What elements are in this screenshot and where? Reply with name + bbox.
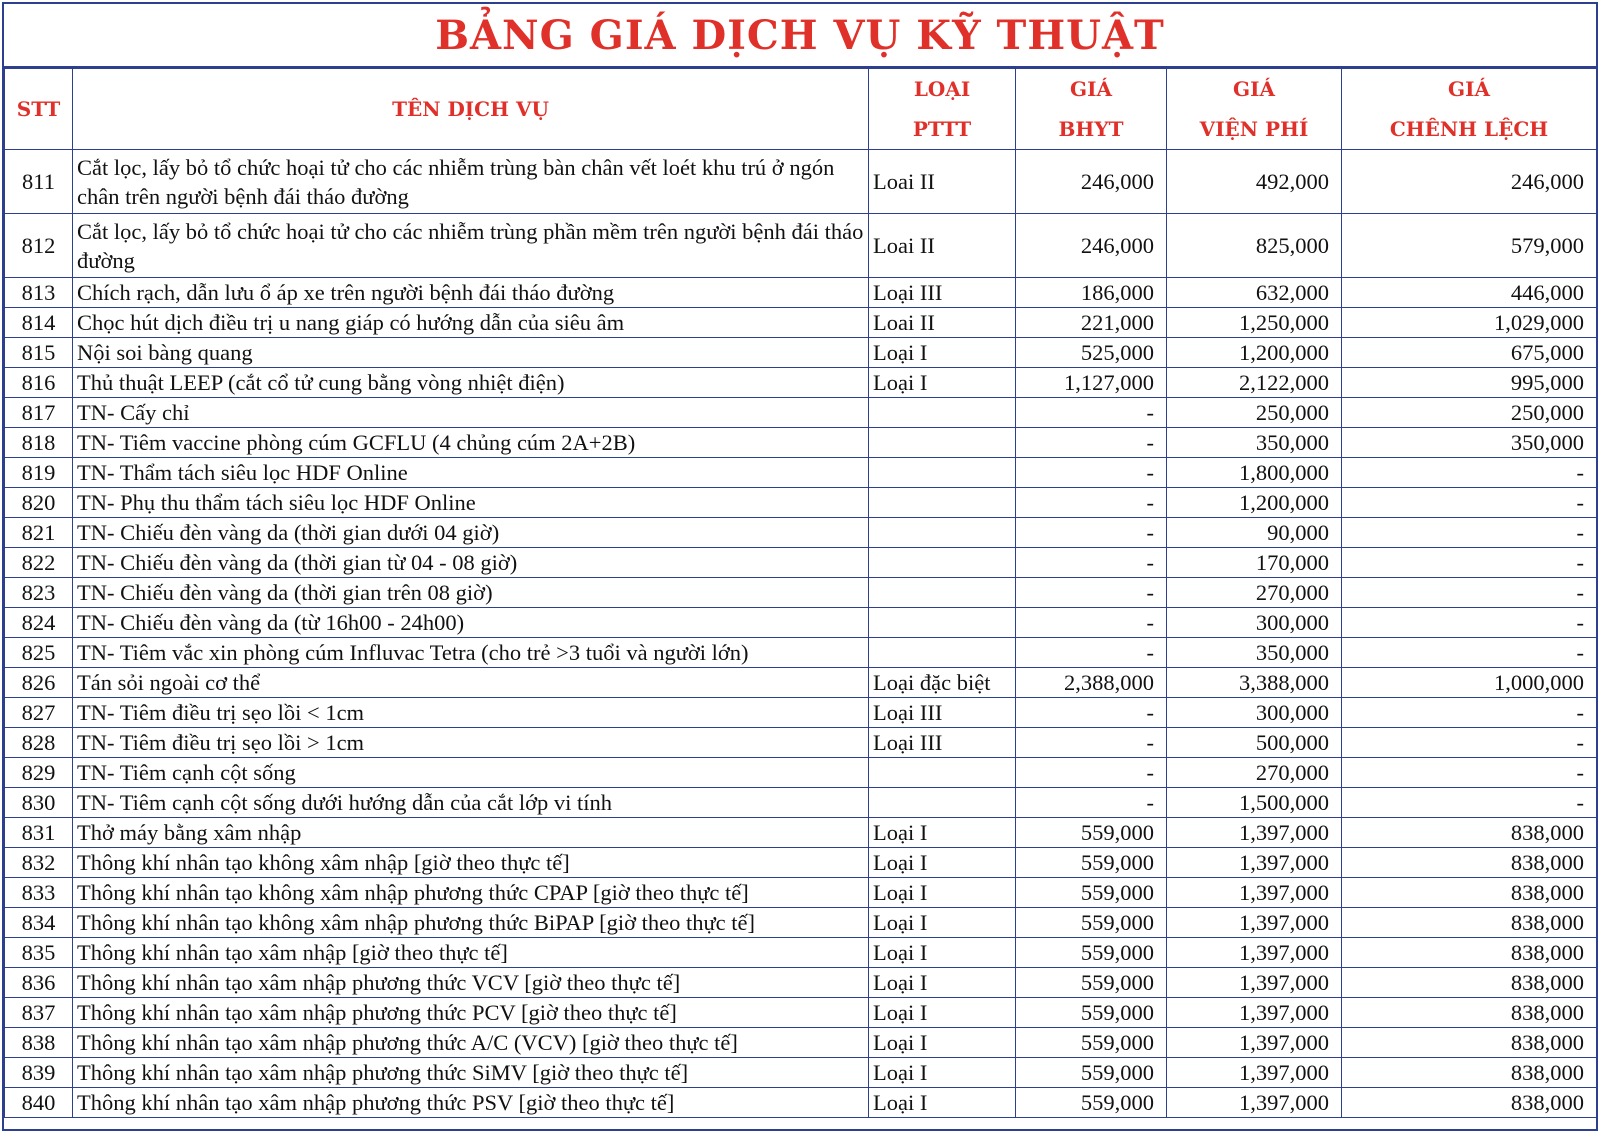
difference-price-cell: 838,000 (1342, 848, 1597, 878)
table-row (5, 818, 1597, 848)
hospital-fee-cell: 1,500,000 (1167, 788, 1342, 818)
table-row (5, 608, 1597, 638)
bhyt-price-cell: - (1016, 758, 1167, 788)
difference-price-cell: - (1342, 578, 1597, 608)
stt-cell: 821 (5, 518, 73, 548)
bhyt-price-cell: 246,000 (1016, 214, 1167, 278)
table-row (5, 668, 1597, 698)
stt-cell: 834 (5, 908, 73, 938)
procedure-type-cell: Loại I (869, 1088, 1016, 1118)
difference-price-cell: 446,000 (1342, 278, 1597, 308)
stt-cell: 836 (5, 968, 73, 998)
table-row (5, 788, 1597, 818)
table-row (5, 998, 1597, 1028)
bhyt-price-cell: 525,000 (1016, 338, 1167, 368)
page-title: BẢNG GIÁ DỊCH VỤ KỸ THUẬT (4, 4, 1596, 68)
stt-cell: 840 (5, 1088, 73, 1118)
bhyt-price-cell: - (1016, 698, 1167, 728)
stt-cell: 817 (5, 398, 73, 428)
table-row (5, 338, 1597, 368)
table-row (5, 908, 1597, 938)
table-row (5, 638, 1597, 668)
hospital-fee-cell: 90,000 (1167, 518, 1342, 548)
service-name-cell: Thông khí nhân tạo xâm nhập phương thức VCV [giờ theo thực tế] (73, 968, 869, 998)
hospital-fee-cell: 632,000 (1167, 278, 1342, 308)
stt-cell: 838 (5, 1028, 73, 1058)
hospital-fee-cell: 3,388,000 (1167, 668, 1342, 698)
table-row (5, 1028, 1597, 1058)
hospital-fee-cell: 350,000 (1167, 428, 1342, 458)
stt-cell: 823 (5, 578, 73, 608)
procedure-type-cell: Loai II (869, 150, 1016, 214)
hospital-fee-cell: 350,000 (1167, 638, 1342, 668)
table-row (5, 758, 1597, 788)
bhyt-price-cell: 559,000 (1016, 1088, 1167, 1118)
service-name-cell: Thông khí nhân tạo xâm nhập phương thức A/C (VCV) [giờ theo thực tế] (73, 1028, 869, 1058)
procedure-type-cell (869, 608, 1016, 638)
difference-price-cell: 1,000,000 (1342, 668, 1597, 698)
bhyt-price-cell: 186,000 (1016, 278, 1167, 308)
difference-price-cell: 838,000 (1342, 998, 1597, 1028)
procedure-type-cell: Loại đặc biệt (869, 668, 1016, 698)
difference-price-cell: 838,000 (1342, 1088, 1597, 1118)
difference-price-cell: 1,029,000 (1342, 308, 1597, 338)
service-name-cell: TN- Chiếu đèn vàng da (thời gian trên 08 giờ) (73, 578, 869, 608)
difference-price-cell: 838,000 (1342, 908, 1597, 938)
header-stt: STT (5, 69, 73, 150)
bhyt-price-cell: 559,000 (1016, 998, 1167, 1028)
bhyt-price-cell: - (1016, 728, 1167, 758)
procedure-type-cell: Loại I (869, 368, 1016, 398)
service-name-cell: TN- Chiếu đèn vàng da (từ 16h00 - 24h00) (73, 608, 869, 638)
difference-price-cell: 995,000 (1342, 368, 1597, 398)
difference-price-cell: 350,000 (1342, 428, 1597, 458)
procedure-type-cell: Loại III (869, 278, 1016, 308)
table-body (5, 150, 1597, 1118)
bhyt-price-cell: 1,127,000 (1016, 368, 1167, 398)
procedure-type-cell (869, 788, 1016, 818)
table-row (5, 428, 1597, 458)
difference-price-cell: - (1342, 608, 1597, 638)
hospital-fee-cell: 1,397,000 (1167, 848, 1342, 878)
hospital-fee-cell: 1,397,000 (1167, 1028, 1342, 1058)
service-name-cell: TN- Tiêm điều trị sẹo lồi < 1cm (73, 698, 869, 728)
hospital-fee-cell: 1,397,000 (1167, 968, 1342, 998)
table-row (5, 548, 1597, 578)
difference-price-cell: 838,000 (1342, 818, 1597, 848)
difference-price-cell: 250,000 (1342, 398, 1597, 428)
table-row (5, 150, 1597, 214)
procedure-type-cell: Loại I (869, 1028, 1016, 1058)
header-procedure-type: LOẠI PTTT (869, 69, 1016, 150)
header-service-name: TÊN DỊCH VỤ (73, 69, 869, 150)
difference-price-cell: - (1342, 548, 1597, 578)
table-row (5, 878, 1597, 908)
bhyt-price-cell: 559,000 (1016, 1058, 1167, 1088)
stt-cell: 814 (5, 308, 73, 338)
table-row (5, 698, 1597, 728)
hospital-fee-cell: 1,200,000 (1167, 338, 1342, 368)
difference-price-cell: - (1342, 758, 1597, 788)
service-name-cell: Nội soi bàng quang (73, 338, 869, 368)
hospital-fee-cell: 825,000 (1167, 214, 1342, 278)
difference-price-cell: - (1342, 488, 1597, 518)
bhyt-price-cell: 559,000 (1016, 848, 1167, 878)
hospital-fee-cell: 2,122,000 (1167, 368, 1342, 398)
stt-cell: 837 (5, 998, 73, 1028)
bhyt-price-cell: - (1016, 578, 1167, 608)
difference-price-cell: - (1342, 458, 1597, 488)
procedure-type-cell (869, 578, 1016, 608)
hospital-fee-cell: 1,397,000 (1167, 1088, 1342, 1118)
procedure-type-cell (869, 758, 1016, 788)
bhyt-price-cell: - (1016, 638, 1167, 668)
hospital-fee-cell: 170,000 (1167, 548, 1342, 578)
hospital-fee-cell: 1,800,000 (1167, 458, 1342, 488)
procedure-type-cell: Loại I (869, 848, 1016, 878)
difference-price-cell: 838,000 (1342, 1058, 1597, 1088)
service-name-cell: TN- Tiêm cạnh cột sống (73, 758, 869, 788)
service-name-cell: Thở máy bằng xâm nhập (73, 818, 869, 848)
difference-price-cell: 838,000 (1342, 1028, 1597, 1058)
service-name-cell: Thông khí nhân tạo xâm nhập phương thức SiMV [giờ theo thực tế] (73, 1058, 869, 1088)
service-name-cell: TN- Chiếu đèn vàng da (thời gian từ 04 - 08 giờ) (73, 548, 869, 578)
procedure-type-cell: Loại I (869, 818, 1016, 848)
service-name-cell: Cắt lọc, lấy bỏ tổ chức hoại tử cho các nhiễm trùng phần mềm trên người bệnh đái tháo đường (73, 214, 869, 278)
service-name-cell: TN- Tiêm cạnh cột sống dưới hướng dẫn của cắt lớp vi tính (73, 788, 869, 818)
difference-price-cell: - (1342, 638, 1597, 668)
hospital-fee-cell: 270,000 (1167, 758, 1342, 788)
service-name-cell: Thủ thuật LEEP (cắt cổ tử cung bằng vòng nhiệt điện) (73, 368, 869, 398)
hospital-fee-cell: 1,397,000 (1167, 1058, 1342, 1088)
stt-cell: 832 (5, 848, 73, 878)
procedure-type-cell: Loại III (869, 698, 1016, 728)
procedure-type-cell: Loại I (869, 878, 1016, 908)
table-row (5, 518, 1597, 548)
table-row (5, 398, 1597, 428)
bhyt-price-cell: - (1016, 518, 1167, 548)
procedure-type-cell (869, 638, 1016, 668)
service-name-cell: Thông khí nhân tạo không xâm nhập [giờ theo thực tế] (73, 848, 869, 878)
bhyt-price-cell: - (1016, 428, 1167, 458)
service-name-cell: Thông khí nhân tạo xâm nhập [giờ theo thực tế] (73, 938, 869, 968)
service-name-cell: TN- Tiêm vắc xin phòng cúm Influvac Tetra (cho trẻ >3 tuổi và người lớn) (73, 638, 869, 668)
bhyt-price-cell: 559,000 (1016, 1028, 1167, 1058)
bhyt-price-cell: 559,000 (1016, 878, 1167, 908)
procedure-type-cell: Loại I (869, 1058, 1016, 1088)
stt-cell: 833 (5, 878, 73, 908)
service-name-cell: Thông khí nhân tạo xâm nhập phương thức PCV [giờ theo thực tế] (73, 998, 869, 1028)
stt-cell: 824 (5, 608, 73, 638)
difference-price-cell: - (1342, 788, 1597, 818)
stt-cell: 812 (5, 214, 73, 278)
stt-cell: 839 (5, 1058, 73, 1088)
service-name-cell: Chích rạch, dẫn lưu ổ áp xe trên người bệnh đái tháo đường (73, 278, 869, 308)
service-name-cell: Tán sỏi ngoài cơ thể (73, 668, 869, 698)
bhyt-price-cell: 221,000 (1016, 308, 1167, 338)
procedure-type-cell (869, 428, 1016, 458)
hospital-fee-cell: 270,000 (1167, 578, 1342, 608)
bhyt-price-cell: 559,000 (1016, 938, 1167, 968)
difference-price-cell: 246,000 (1342, 150, 1597, 214)
hospital-fee-cell: 1,397,000 (1167, 908, 1342, 938)
stt-cell: 827 (5, 698, 73, 728)
bhyt-price-cell: 559,000 (1016, 968, 1167, 998)
hospital-fee-cell: 1,397,000 (1167, 818, 1342, 848)
service-name-cell: TN- Phụ thu thẩm tách siêu lọc HDF Online (73, 488, 869, 518)
stt-cell: 811 (5, 150, 73, 214)
difference-price-cell: - (1342, 518, 1597, 548)
stt-cell: 825 (5, 638, 73, 668)
price-table (4, 68, 1597, 1118)
difference-price-cell: - (1342, 728, 1597, 758)
hospital-fee-cell: 1,397,000 (1167, 938, 1342, 968)
procedure-type-cell (869, 518, 1016, 548)
bhyt-price-cell: 559,000 (1016, 818, 1167, 848)
service-name-cell: TN- Tiêm điều trị sẹo lồi > 1cm (73, 728, 869, 758)
service-name-cell: Thông khí nhân tạo không xâm nhập phương thức CPAP [giờ theo thực tế] (73, 878, 869, 908)
table-row (5, 278, 1597, 308)
stt-cell: 813 (5, 278, 73, 308)
service-name-cell: Thông khí nhân tạo không xâm nhập phương thức BiPAP [giờ theo thực tế] (73, 908, 869, 938)
table-row (5, 214, 1597, 278)
service-name-cell: TN- Chiếu đèn vàng da (thời gian dưới 04 giờ) (73, 518, 869, 548)
header-hospital-fee: GIÁ VIỆN PHÍ (1167, 69, 1342, 150)
table-row (5, 308, 1597, 338)
stt-cell: 828 (5, 728, 73, 758)
hospital-fee-cell: 1,397,000 (1167, 998, 1342, 1028)
procedure-type-cell: Loại III (869, 728, 1016, 758)
stt-cell: 835 (5, 938, 73, 968)
hospital-fee-cell: 300,000 (1167, 608, 1342, 638)
table-row (5, 1058, 1597, 1088)
procedure-type-cell (869, 488, 1016, 518)
hospital-fee-cell: 1,200,000 (1167, 488, 1342, 518)
procedure-type-cell (869, 398, 1016, 428)
header-bhyt-price: GIÁ BHYT (1016, 69, 1167, 150)
stt-cell: 819 (5, 458, 73, 488)
bhyt-price-cell: - (1016, 488, 1167, 518)
stt-cell: 829 (5, 758, 73, 788)
bhyt-price-cell: - (1016, 608, 1167, 638)
service-name-cell: Thông khí nhân tạo xâm nhập phương thức PSV [giờ theo thực tế] (73, 1088, 869, 1118)
procedure-type-cell: Loai II (869, 308, 1016, 338)
stt-cell: 831 (5, 818, 73, 848)
hospital-fee-cell: 492,000 (1167, 150, 1342, 214)
hospital-fee-cell: 300,000 (1167, 698, 1342, 728)
bhyt-price-cell: 559,000 (1016, 908, 1167, 938)
table-row (5, 1088, 1597, 1118)
service-name-cell: TN- Tiêm vaccine phòng cúm GCFLU (4 chủng cúm 2A+2B) (73, 428, 869, 458)
service-name-cell: TN- Cấy chỉ (73, 398, 869, 428)
table-row (5, 458, 1597, 488)
difference-price-cell: 579,000 (1342, 214, 1597, 278)
difference-price-cell: 675,000 (1342, 338, 1597, 368)
table-row (5, 728, 1597, 758)
bhyt-price-cell: - (1016, 398, 1167, 428)
procedure-type-cell: Loại I (869, 968, 1016, 998)
table-row (5, 488, 1597, 518)
table-row (5, 578, 1597, 608)
stt-cell: 830 (5, 788, 73, 818)
stt-cell: 818 (5, 428, 73, 458)
procedure-type-cell: Loại I (869, 908, 1016, 938)
hospital-fee-cell: 500,000 (1167, 728, 1342, 758)
table-header-row (5, 69, 1597, 150)
difference-price-cell: 838,000 (1342, 968, 1597, 998)
header-difference-price: GIÁ CHÊNH LỆCH (1342, 69, 1597, 150)
procedure-type-cell (869, 458, 1016, 488)
bhyt-price-cell: 2,388,000 (1016, 668, 1167, 698)
procedure-type-cell (869, 548, 1016, 578)
procedure-type-cell: Loại I (869, 338, 1016, 368)
procedure-type-cell: Loai II (869, 214, 1016, 278)
procedure-type-cell: Loại I (869, 998, 1016, 1028)
bhyt-price-cell: - (1016, 788, 1167, 818)
stt-cell: 816 (5, 368, 73, 398)
bhyt-price-cell: 246,000 (1016, 150, 1167, 214)
bhyt-price-cell: - (1016, 458, 1167, 488)
table-row (5, 968, 1597, 998)
procedure-type-cell: Loại I (869, 938, 1016, 968)
hospital-fee-cell: 1,250,000 (1167, 308, 1342, 338)
stt-cell: 815 (5, 338, 73, 368)
difference-price-cell: - (1342, 698, 1597, 728)
price-sheet (2, 2, 1598, 1131)
service-name-cell: Cắt lọc, lấy bỏ tổ chức hoại tử cho các nhiễm trùng bàn chân vết loét khu trú ở ngón chân trên người bệnh đái tháo đường (73, 150, 869, 214)
stt-cell: 826 (5, 668, 73, 698)
stt-cell: 822 (5, 548, 73, 578)
difference-price-cell: 838,000 (1342, 878, 1597, 908)
service-name-cell: Chọc hút dịch điều trị u nang giáp có hướng dẫn của siêu âm (73, 308, 869, 338)
table-row (5, 368, 1597, 398)
service-name-cell: TN- Thẩm tách siêu lọc HDF Online (73, 458, 869, 488)
table-row (5, 938, 1597, 968)
hospital-fee-cell: 1,397,000 (1167, 878, 1342, 908)
bhyt-price-cell: - (1016, 548, 1167, 578)
hospital-fee-cell: 250,000 (1167, 398, 1342, 428)
difference-price-cell: 838,000 (1342, 938, 1597, 968)
table-row (5, 848, 1597, 878)
stt-cell: 820 (5, 488, 73, 518)
